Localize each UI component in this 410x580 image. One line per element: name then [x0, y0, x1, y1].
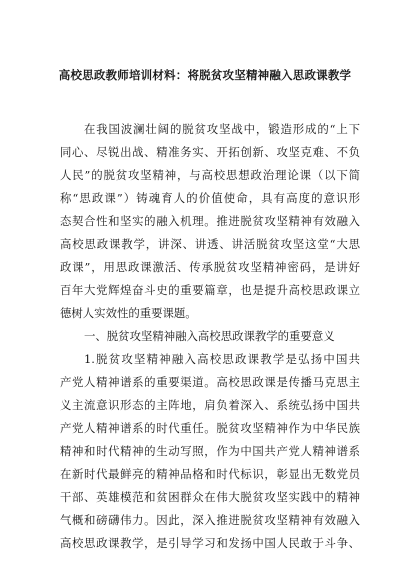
section-heading: 一、脱贫攻坚精神融入高校思政课教学的重要意义	[84, 329, 335, 343]
paragraph-line: 态契合性和坚实的融入机理。推进脱贫攻坚精神有效融入	[60, 214, 360, 228]
paragraph-line: 百年大党辉煌奋斗史的重要篇章，也是提升高校思政课立	[60, 283, 360, 297]
paragraph-line: 在新时代最鲜亮的精神品格和时代标识，彰显出无数党员	[60, 467, 360, 481]
paragraph-line: 政课”，用思政课激活、传承脱贫攻坚精神密码，是讲好	[60, 260, 360, 274]
paragraph-line: 在我国波澜壮阔的脱贫攻坚战中，锻造形成的“上下	[84, 122, 360, 136]
paragraph-line: 产党人精神谱系的重要渠道。高校思政课是传播马克思主	[60, 375, 360, 389]
paragraph-line: 气概和磅礴伟力。因此，深入推进脱贫攻坚精神有效融入	[60, 513, 360, 527]
paragraph-line: 称“思政课”）铸魂育人的价值使命，具有高度的意识形	[60, 191, 360, 205]
paragraph-line: 义主流意识形态的主阵地，肩负着深入、系统弘扬中国共	[60, 398, 360, 412]
paragraph-line: 精神和时代精神的生动写照，作为中国共产党人精神谱系	[60, 444, 360, 458]
paragraph-line: 1.脱贫攻坚精神融入高校思政课教学是弘扬中国共	[84, 352, 360, 366]
document-body	[60, 118, 360, 555]
paragraph-line: 高校思政课教学，是引导学习和发扬中国人民敢于斗争、	[60, 536, 360, 550]
paragraph-line: 产党人精神谱系的时代重任。脱贫攻坚精神作为中华民族	[60, 421, 360, 435]
document-title: 高校思政教师培训材料：将脱贫攻坚精神融入思政课教学	[58, 68, 352, 82]
paragraph-line: 人民”的脱贫攻坚精神，与高校思想政治理论课（以下简	[60, 168, 360, 182]
paragraph-line: 德树人实效性的重要课题。	[60, 306, 197, 320]
paragraph-line: 同心、尽锐出战、精准务实、开拓创新、攻坚克难、不负	[60, 145, 360, 159]
paragraph-line: 高校思政课教学，讲深、讲透、讲活脱贫攻坚这堂“大思	[60, 237, 360, 251]
paragraph-line: 干部、英雄模范和贫困群众在伟大脱贫攻坚实践中的精神	[60, 490, 360, 504]
